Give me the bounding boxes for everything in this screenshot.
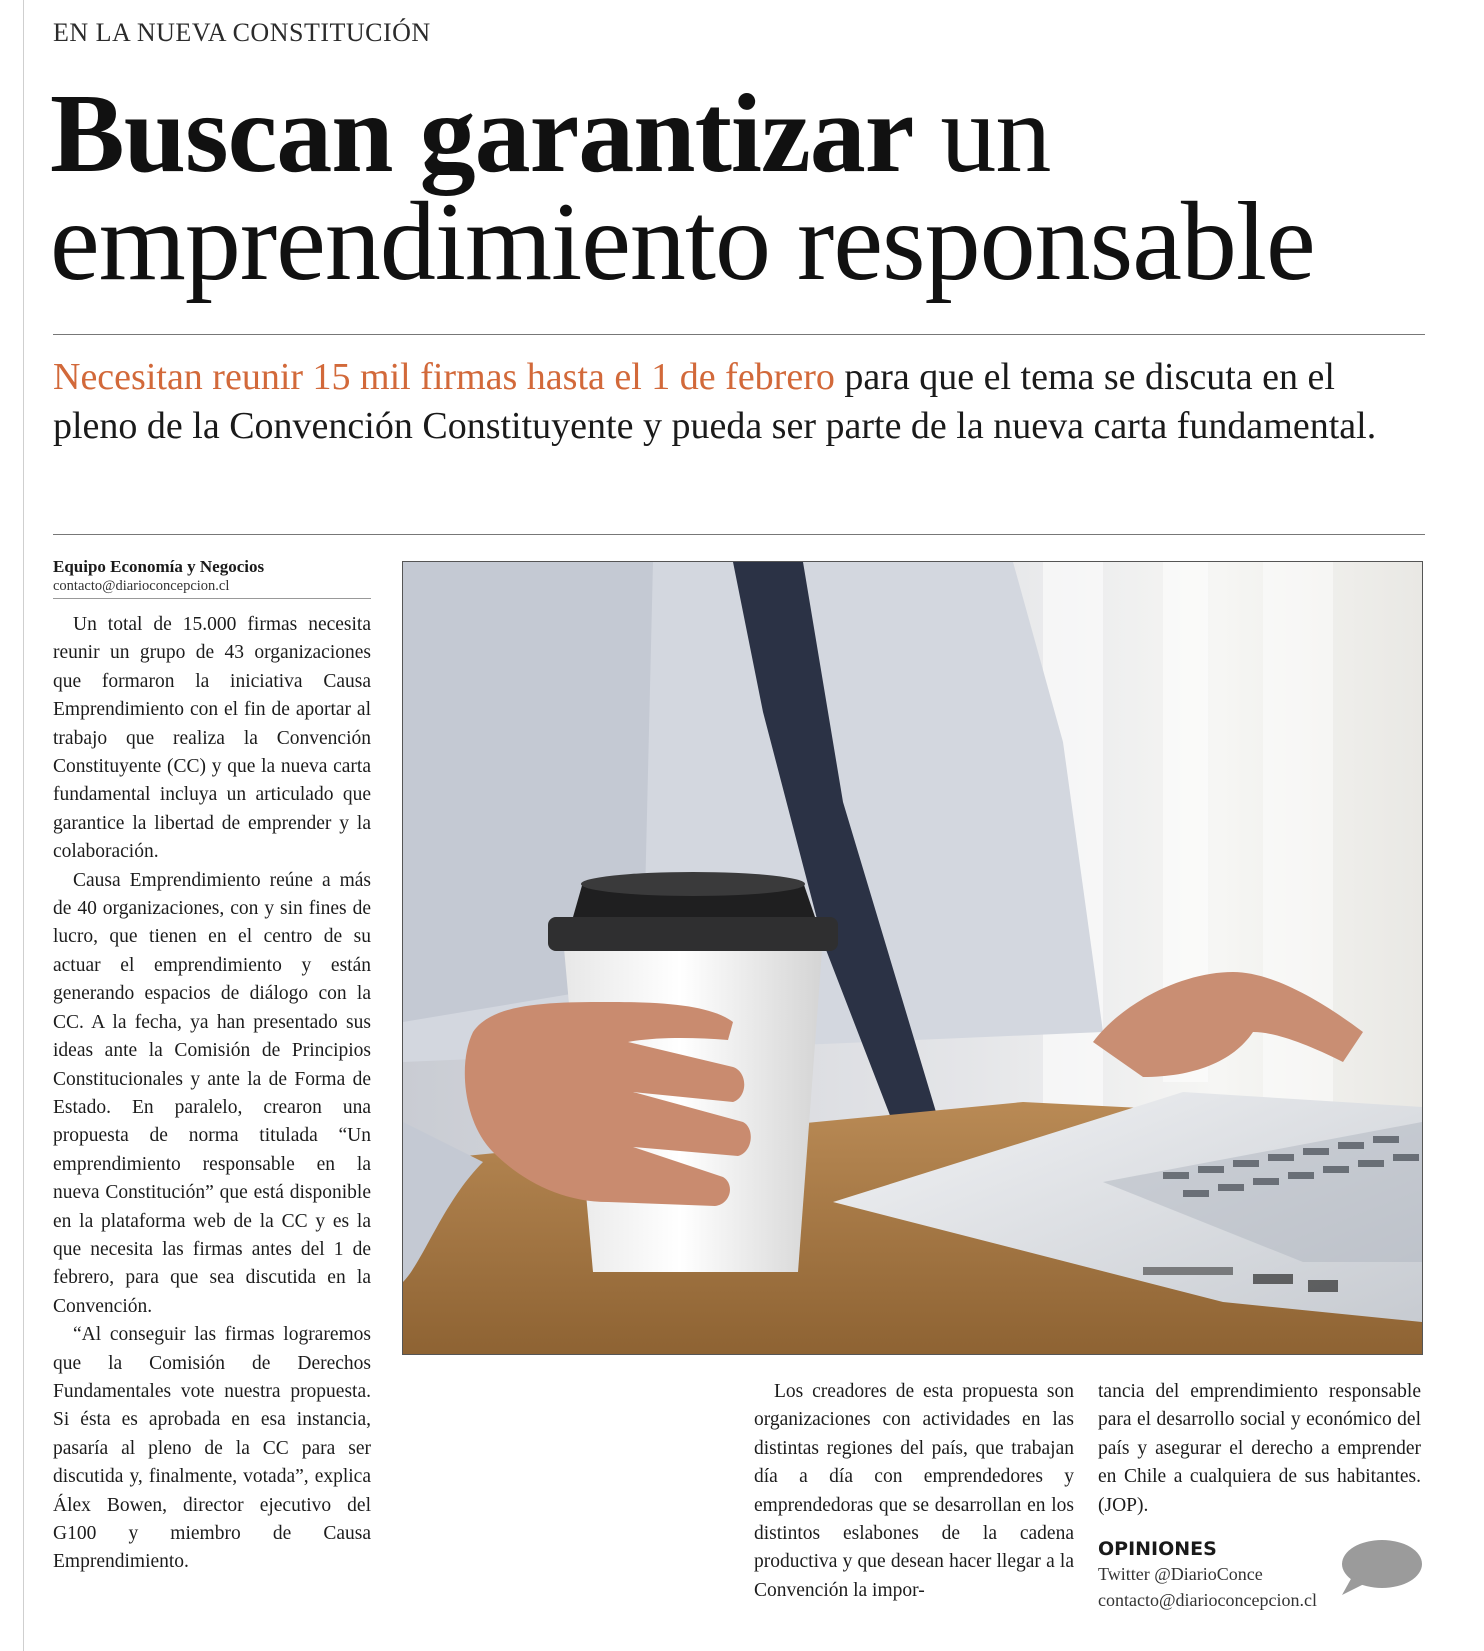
opiniones-twitter: Twitter @DiarioConce xyxy=(1098,1564,1263,1584)
headline-bold: Buscan garantizar xyxy=(50,72,914,196)
deck-subtitle xyxy=(53,353,1428,451)
speech-bubble-icon xyxy=(1338,1537,1424,1599)
byline-team: Equipo Economía y Negocios xyxy=(53,557,265,576)
deck-highlight: Necesitan reunir 15 mil firmas hasta el 1 de febrero xyxy=(53,356,835,398)
headline xyxy=(50,72,1430,304)
paragraph: tancia del emprendimiento responsable para el desarrollo social y económico del país y asegurar el derecho a emprender en Chile a cualquiera de sus habitantes. (JOP). xyxy=(1098,1381,1421,1516)
article-photo xyxy=(402,561,1423,1355)
paragraph: Los creadores de esta propuesta son organizaciones con actividades en las distintas regiones del país, que trabajan día a día con emprendedores y emprendedoras que se desarrollan en los distintos eslabones de la cadena productiva y que desean hacer llegar a la Convención la impor- xyxy=(754,1381,1074,1601)
byline-divider xyxy=(53,598,371,599)
top-divider xyxy=(53,334,1425,335)
headline-rest: un emprendimiento responsable xyxy=(50,72,1315,304)
paragraph: Causa Emprendimiento reúne a más de 40 organizaciones, con y sin fines de lucro, que tienen en el centro de su actuar el emprendimiento y están generando espacios de diálogo con la CC. A la fecha, ya han presentado sus ideas ante la Comisión de Principios Constitucionales y ante la de Forma de Estado. En paralelo, crearon una propuesta de norma titulada “Un emprendimiento responsable en la nueva Constitución” que está disponible en la plataforma web de la CC y es la que necesita las firmas antes del 1 de febrero, para que sea discutida en la Convención. xyxy=(53,869,371,1317)
opiniones-email: contacto@diarioconcepcion.cl xyxy=(1098,1590,1317,1610)
article-column-3 xyxy=(1098,1378,1421,1520)
deck-divider xyxy=(53,534,1425,535)
article-column-2 xyxy=(754,1378,1074,1605)
section-kicker: EN LA NUEVA CONSTITUCIÓN xyxy=(53,18,431,47)
paragraph: Un total de 15.000 firmas necesita reunir un grupo de 43 organizaciones que formaron la iniciativa Causa Emprendimiento con el fin de aportar al trabajo que realiza la Convención Constituyente (CC) y que la nueva carta fundamental incluya un articulado que garantice la libertad de emprender y la colaboración. xyxy=(53,614,371,863)
page-margin-line xyxy=(23,0,24,1651)
deck-rest: para que el tema se discuta en el pleno de la Convención Constituyente y pueda ser parte de la nueva carta fundamental. xyxy=(53,356,1377,447)
paragraph: “Al conseguir las firmas lograremos que la Comisión de Derechos Fundamentales vote nuestra propuesta. Si ésta es aprobada en esa instancia, pasaría al pleno de la CC para ser discutida y, finalmente, votada”, explica Álex Bowen, director ejecutivo del G100 y miembro de Causa Emprendimiento. xyxy=(53,1324,371,1573)
byline-email: contacto@diarioconcepcion.cl xyxy=(53,578,230,594)
opiniones-title: OPINIONES xyxy=(1098,1538,1217,1560)
article-column-1 xyxy=(53,611,371,1577)
